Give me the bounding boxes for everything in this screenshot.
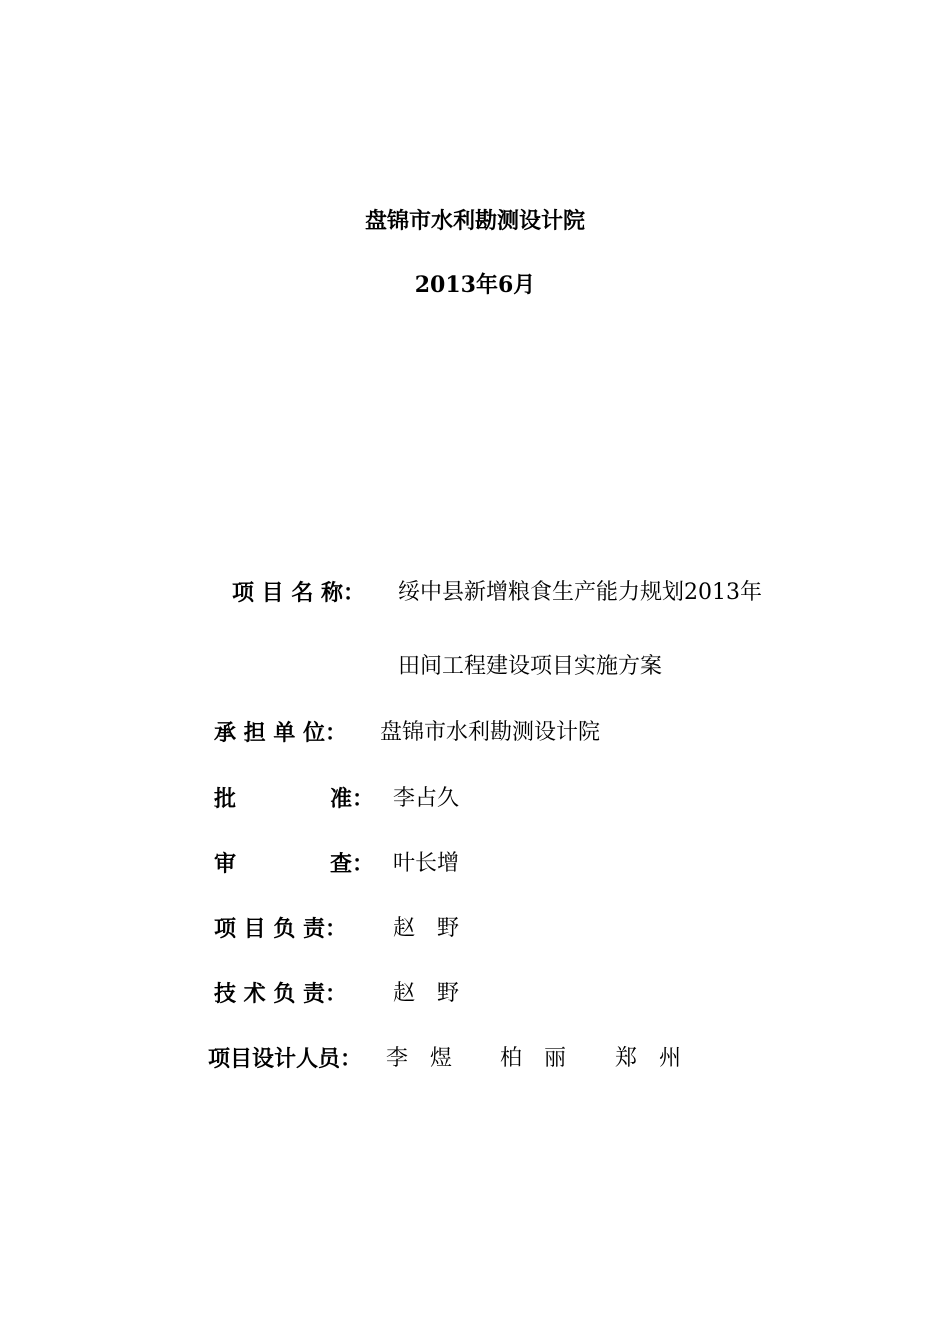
project-lead-value: 赵 野 xyxy=(393,916,460,941)
document-date: 2013年6月 xyxy=(414,272,536,298)
designer-name: 郑 州 xyxy=(615,1046,682,1071)
organization-title: 盘锦市水利勘测设计院 xyxy=(364,208,585,234)
designer-name: 柏 丽 xyxy=(500,1046,567,1071)
undertaking-unit-value: 盘锦市水利勘测设计院 xyxy=(380,720,601,745)
project-lead-label: 项 目 负 责： xyxy=(214,916,347,942)
technical-lead-label: 技 术 负 责： xyxy=(214,981,347,1007)
undertaking-unit-row xyxy=(0,716,950,750)
undertaking-unit-label: 承 担 单 位： xyxy=(214,720,347,746)
approval-value: 李占久 xyxy=(393,786,460,811)
technical-lead-value: 赵 野 xyxy=(393,981,460,1006)
designers-label: 项目设计人员： xyxy=(208,1046,363,1072)
designers-row xyxy=(0,1042,950,1076)
project-name-value-line1: 绥中县新增粮食生产能力规划2013年 xyxy=(398,580,762,605)
project-name-continuation-row xyxy=(0,650,950,684)
project-name-value-line2: 田间工程建设项目实施方案 xyxy=(398,654,663,679)
review-label-left: 审 xyxy=(214,851,237,877)
designer-name: 李 煜 xyxy=(386,1046,453,1071)
approval-label-right: 准： xyxy=(330,786,375,812)
approval-row xyxy=(0,782,950,816)
project-lead-row xyxy=(0,912,950,946)
project-name-label: 项 目 名 称： xyxy=(232,580,365,606)
approval-label-left: 批 xyxy=(214,786,237,812)
review-row xyxy=(0,847,950,881)
review-label-right: 查： xyxy=(330,851,375,877)
review-value: 叶长增 xyxy=(393,851,460,876)
technical-lead-row xyxy=(0,977,950,1011)
project-name-row xyxy=(0,576,950,610)
